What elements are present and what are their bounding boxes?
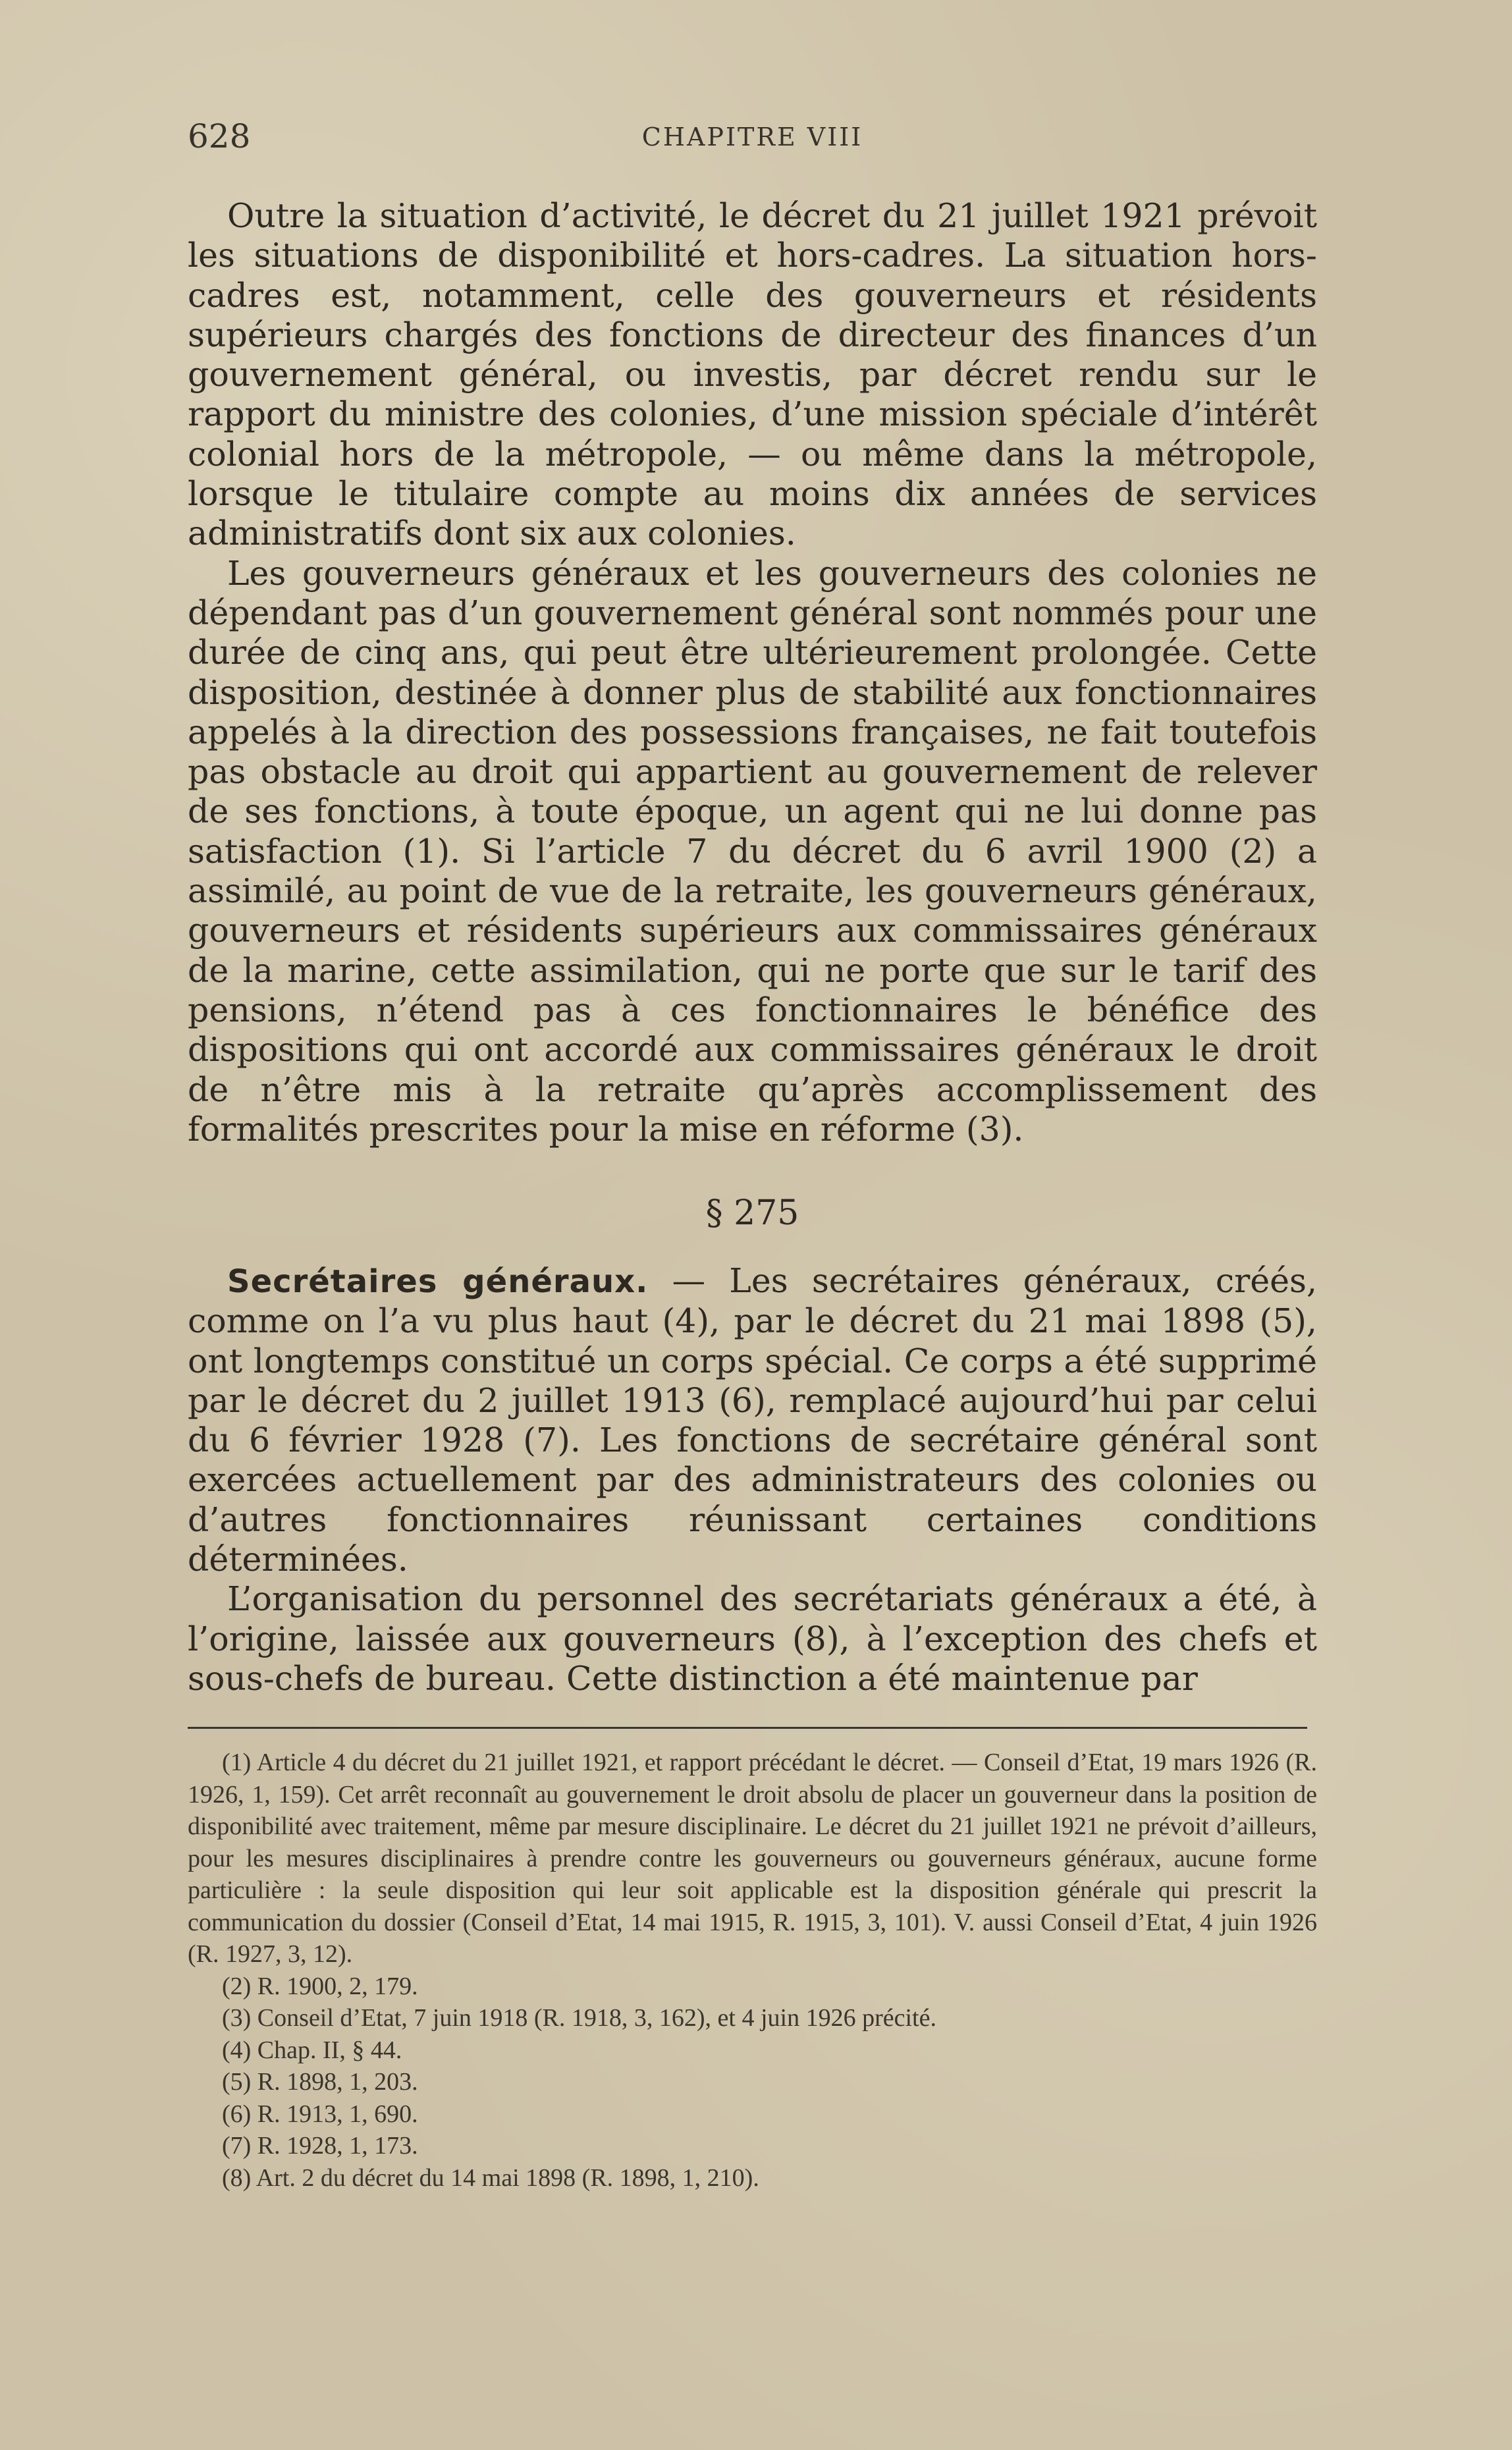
section-paragraph-1: — Les secrétaires généraux, créés, comme on l’a vu plus haut (4), par le décret du 21 mai 1898 (5), ont longtemps constitué un corps spécial. Ce corps a été supprimé par le décret du 2 juillet 1913 (6), remplacé aujourd’hui par celui du 6 février 1928 (7). Les fonctions de secrétaire général sont exercées actuellement par des administrateurs des colonies ou d’autres fonctionnaires réunissant certaines conditions déterminées. (188, 1261, 1317, 1579)
paragraph-hors-cadres: Outre la situation d’activité, le décret du 21 juillet 1921 prévoit les situations de disponibilité et hors-cadres. La situation hors-cadres est, notamment, celle des gouverneurs et résidents supérieurs chargés des fonctions de directeur des finances d’un gouvernement général, ou investis, par décret rendu sur le rapport du ministre des colonies, d’une mission spéciale d’intérêt colonial hors de la métropole, — ou même dans la métropole, lorsque le titulaire compte au moins dix années de services administratifs dont six aux colonies. (188, 196, 1317, 553)
footnote-8: (8) Art. 2 du décret du 14 mai 1898 (R. 1898, 1, 210). (222, 2164, 759, 2192)
footnote-5: (5) R. 1898, 1, 203. (222, 2068, 418, 2096)
paragraph-secretaires (188, 1261, 1317, 1579)
footnote-divider (188, 1727, 1307, 1729)
footnote-3: (3) Conseil d’Etat, 7 juin 1918 (R. 1918, 3, 162), et 4 juin 1926 précité. (222, 2004, 936, 2032)
paragraph-gouverneurs: Les gouverneurs généraux et les gouverneurs des colonies ne dépendant pas d’un gouvernement général sont nommés pour une durée de cinq ans, qui peut être ultérieurement prolongée. Cette disposition, destinée à donner plus de stabilité aux fonctionnaires appelés à la direction des possessions françaises, ne fait toutefois pas obstacle au droit qui appartient au gouvernement de relever de ses fonctions, à toute époque, un agent qui ne lui donne pas satisfaction (1). Si l’article 7 du décret du 6 avril 1900 (2) a assimilé, au point de vue de la retraite, les gouverneurs généraux, gouverneurs et résidents supérieurs aux commissaires généraux de la marine, cette assimilation, qui ne porte que sur le tarif des pensions, n’étend pas à ces fonctionnaires le bénéfice des dispositions qui ont accordé aux commissaires généraux le droit de n’être mis à la retraite qu’après accomplissement des formalités prescrites pour la mise en réforme (3). (188, 553, 1317, 1149)
section-number: § 275 (705, 1193, 799, 1233)
section-paragraph-2: L’organisation du personnel des secrétariats généraux a été, à l’origine, laissée aux gouverneurs (8), à l’exception des chefs et sous-chefs de bureau. Cette distinction a été maintenue par (188, 1579, 1317, 1698)
footnote-7: (7) R. 1928, 1, 173. (222, 2132, 418, 2160)
footnote-6: (6) R. 1913, 1, 690. (222, 2100, 418, 2128)
running-head (188, 117, 1317, 163)
footnote-4: (4) Chap. II, § 44. (222, 2036, 402, 2064)
footnotes (188, 1747, 1317, 2194)
section-heading: Secrétaires généraux. (227, 1263, 649, 1300)
book-page (188, 0, 1317, 2450)
chapter-title: CHAPITRE VIII (641, 122, 863, 151)
page-number: 628 (188, 117, 251, 155)
footnote-1: (1) Article 4 du décret du 21 juillet 1921, et rapport précédant le décret. — Conseil d’Etat, 19 mars 1926 (R. 1926, 1, 159). Cet arrêt reconnaît au gouvernement le droit absolu de placer un gouverneur dans la position de disponibilité avec traitement, même par mesure disciplinaire. Le décret du 21 juillet 1921 ne prévoit d’ailleurs, pour les mesures disciplinaires à prendre contre les gouverneurs ou gouverneurs généraux, aucune forme particulière : la seule disposition qui leur soit applicable est la disposition générale qui prescrit la communication du dossier (Conseil d’Etat, 14 mai 1915, R. 1915, 3, 101). V. aussi Conseil d’Etat, 4 juin 1926 (R. 1927, 3, 12). (188, 1749, 1317, 1968)
footnote-2: (2) R. 1900, 2, 179. (222, 1972, 418, 2000)
section-text (188, 1261, 1317, 1699)
main-text (188, 196, 1317, 1149)
